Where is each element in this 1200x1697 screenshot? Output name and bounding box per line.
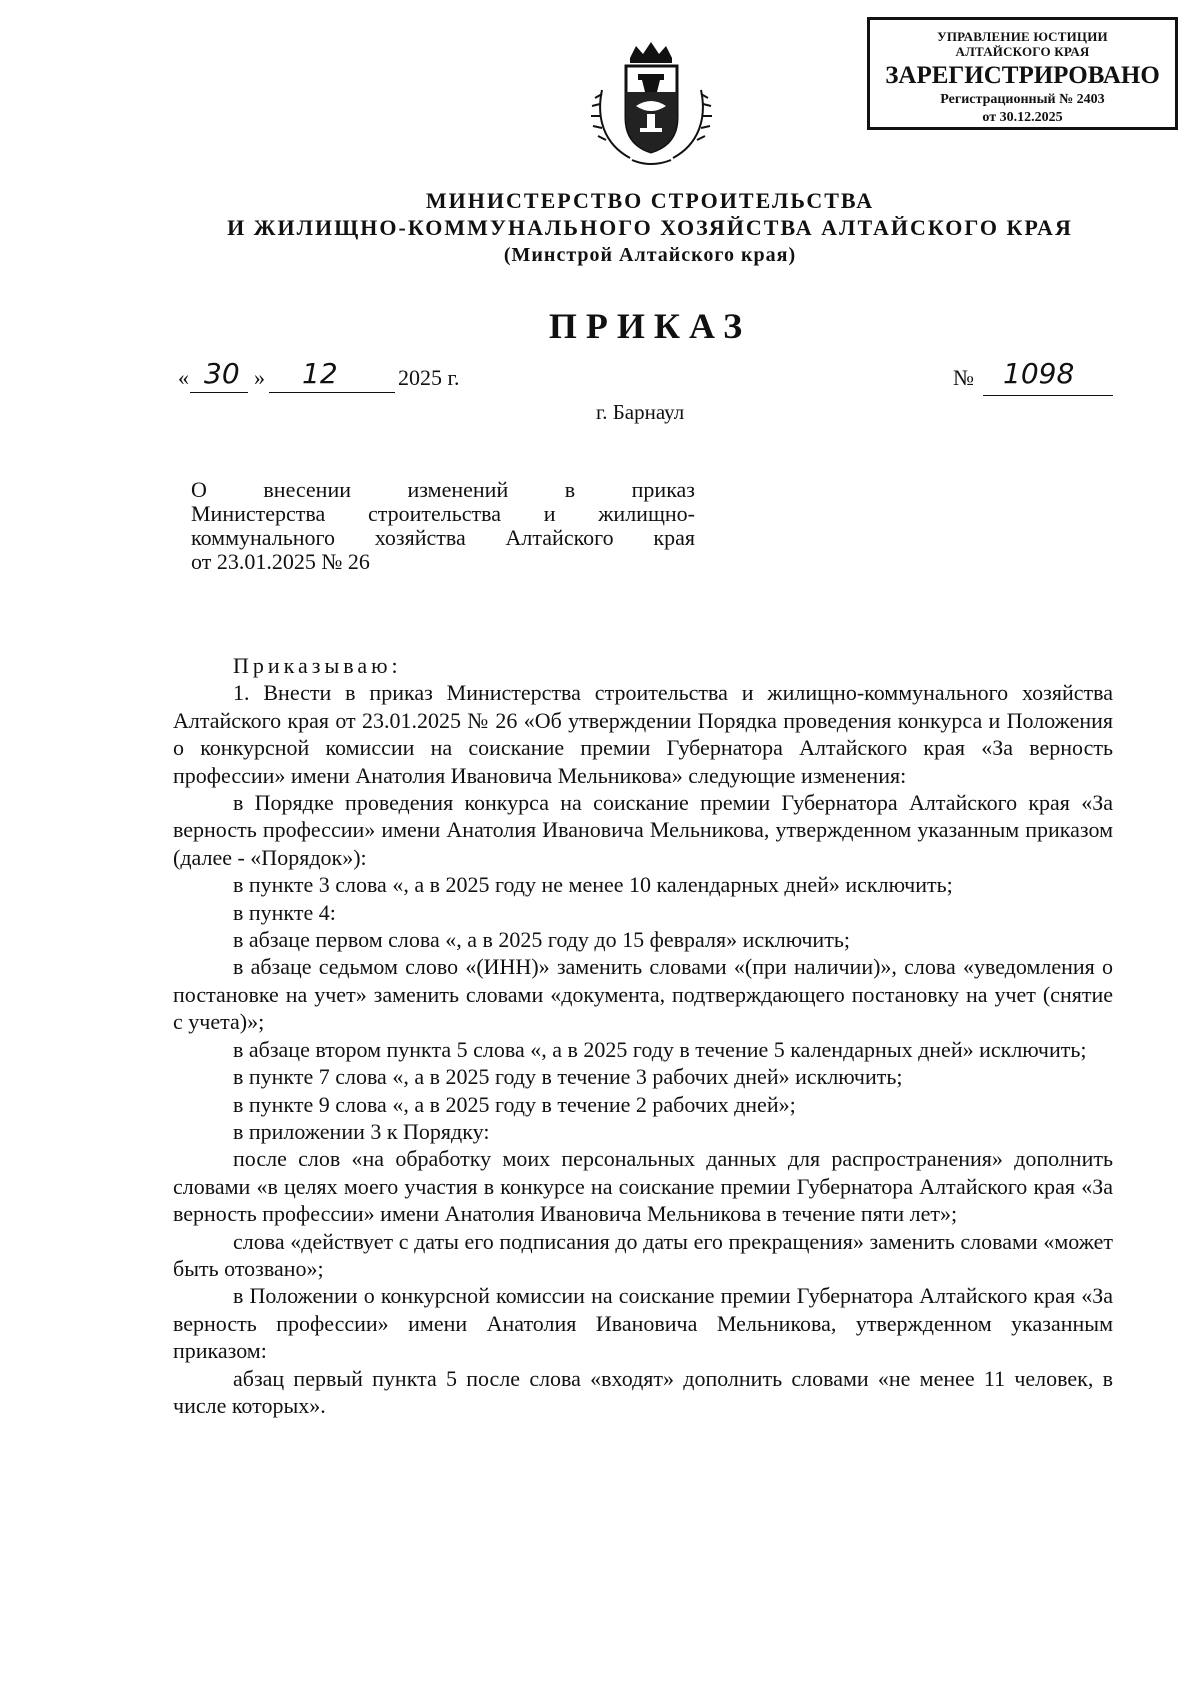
coat-of-arms-emblem <box>590 40 713 168</box>
subject-line: Министерства строительства и жилищно- <box>191 501 695 526</box>
date-quote-close: » <box>254 365 265 390</box>
body-paragraph: в Положении о конкурсной комиссии на соискание премии Губернатора Алтайского края «За верность профессии» имени Анатолия Ивановича Мельникова, утвержденном указанным приказом: <box>173 1283 1113 1364</box>
subject-line: коммунального хозяйства Алтайского края <box>191 525 695 550</box>
order-date <box>178 357 498 399</box>
body-paragraph: 1. Внести в приказ Министерства строительства и жилищно-коммунального хозяйства Алтайского края от 23.01.2025 № 26 «Об утверждении Порядка проведения конкурса и Положения о конкурсной комиссии на соискание премии Губернатора Алтайского края «За верность профессии» имени Анатолия Ивановича Мельникова» следующие изменения: <box>173 680 1113 788</box>
ministry-name-line2: И ЖИЛИЩНО-КОММУНАЛЬНОГО ХОЗЯЙСТВА АЛТАЙСКОГО КРАЯ <box>227 215 1073 240</box>
body-paragraph: слова «действует с даты его подписания до даты его прекращения» заменить словами «может быть отозвано»; <box>173 1228 1113 1281</box>
stamp-reg-number: Регистрационный № 2403 <box>940 92 1105 107</box>
order-number <box>953 357 1113 399</box>
stamp-authority-line2: АЛТАЙСКОГО КРАЯ <box>955 44 1090 59</box>
number-sign: № <box>953 365 974 390</box>
ministry-short-name: (Минстрой Алтайского края) <box>503 244 797 266</box>
body-paragraph: в пункте 9 слова «, а в 2025 году в течение 2 рабочих дней»; <box>233 1091 796 1117</box>
date-year: 2025 г. <box>398 365 460 390</box>
body-paragraph: после слов «на обработку моих персональных данных для распространения» дополнить словами «в целях моего участия в конкурсе на соискание премии Губернатора Алтайского края «За верность профессии» имени Анатолия Ивановича Мельникова в течение пяти лет»; <box>173 1146 1113 1227</box>
registration-stamp <box>867 17 1178 130</box>
date-day: 30 <box>204 357 240 390</box>
body-paragraph: в пункте 7 слова «, а в 2025 году в течение 3 рабочих дней» исключить; <box>233 1064 903 1090</box>
body-paragraph: в абзаце седьмом слово «(ИНН)» заменить словами «(при наличии)», слова «уведомления о постановке на учет» заменить словами «документа, подтверждающего постановку на учет (снятие с учета)»; <box>173 954 1113 1035</box>
number-value: 1098 <box>1003 357 1075 390</box>
issue-city: г. Барнаул <box>596 400 685 424</box>
order-body <box>173 652 1113 1419</box>
body-paragraph: в абзаце первом слова «, а в 2025 году до 15 февраля» исключить; <box>233 927 850 953</box>
document-type-title: ПРИКАЗ <box>548 306 752 346</box>
stamp-authority-line1: УПРАВЛЕНИЕ ЮСТИЦИИ <box>937 29 1108 44</box>
body-paragraph: Приказываю: <box>233 653 402 678</box>
body-paragraph: в пункте 3 слова «, а в 2025 году не менее 10 календарных дней» исключить; <box>233 872 953 898</box>
body-paragraph: в абзаце втором пункта 5 слова «, а в 2025 году в течение 5 календарных дней» исключить; <box>233 1036 1087 1062</box>
ministry-name-line1: МИНИСТЕРСТВО СТРОИТЕЛЬСТВА <box>425 188 875 213</box>
subject-line: О внесении изменений в приказ <box>191 477 695 502</box>
date-quote-open: « <box>178 365 189 390</box>
body-paragraph: в приложении 3 к Порядку: <box>233 1118 490 1144</box>
stamp-reg-date: от 30.12.2025 <box>982 110 1063 125</box>
order-subject <box>191 478 695 574</box>
body-paragraph: в Порядке проведения конкурса на соискание премии Губернатора Алтайского края «За верность профессии» имени Анатолия Ивановича Мельникова, утвержденном указанным приказом (далее - «Порядок»): <box>173 790 1113 870</box>
subject-line: от 23.01.2025 № 26 <box>191 549 370 574</box>
body-paragraph: в пункте 4: <box>233 899 336 925</box>
body-paragraph: абзац первый пункта 5 после слова «входят» дополнить словами «не менее 11 человек, в числе которых». <box>173 1365 1113 1418</box>
stamp-registered: ЗАРЕГИСТРИРОВАНО <box>885 62 1160 89</box>
date-month: 12 <box>302 357 338 390</box>
